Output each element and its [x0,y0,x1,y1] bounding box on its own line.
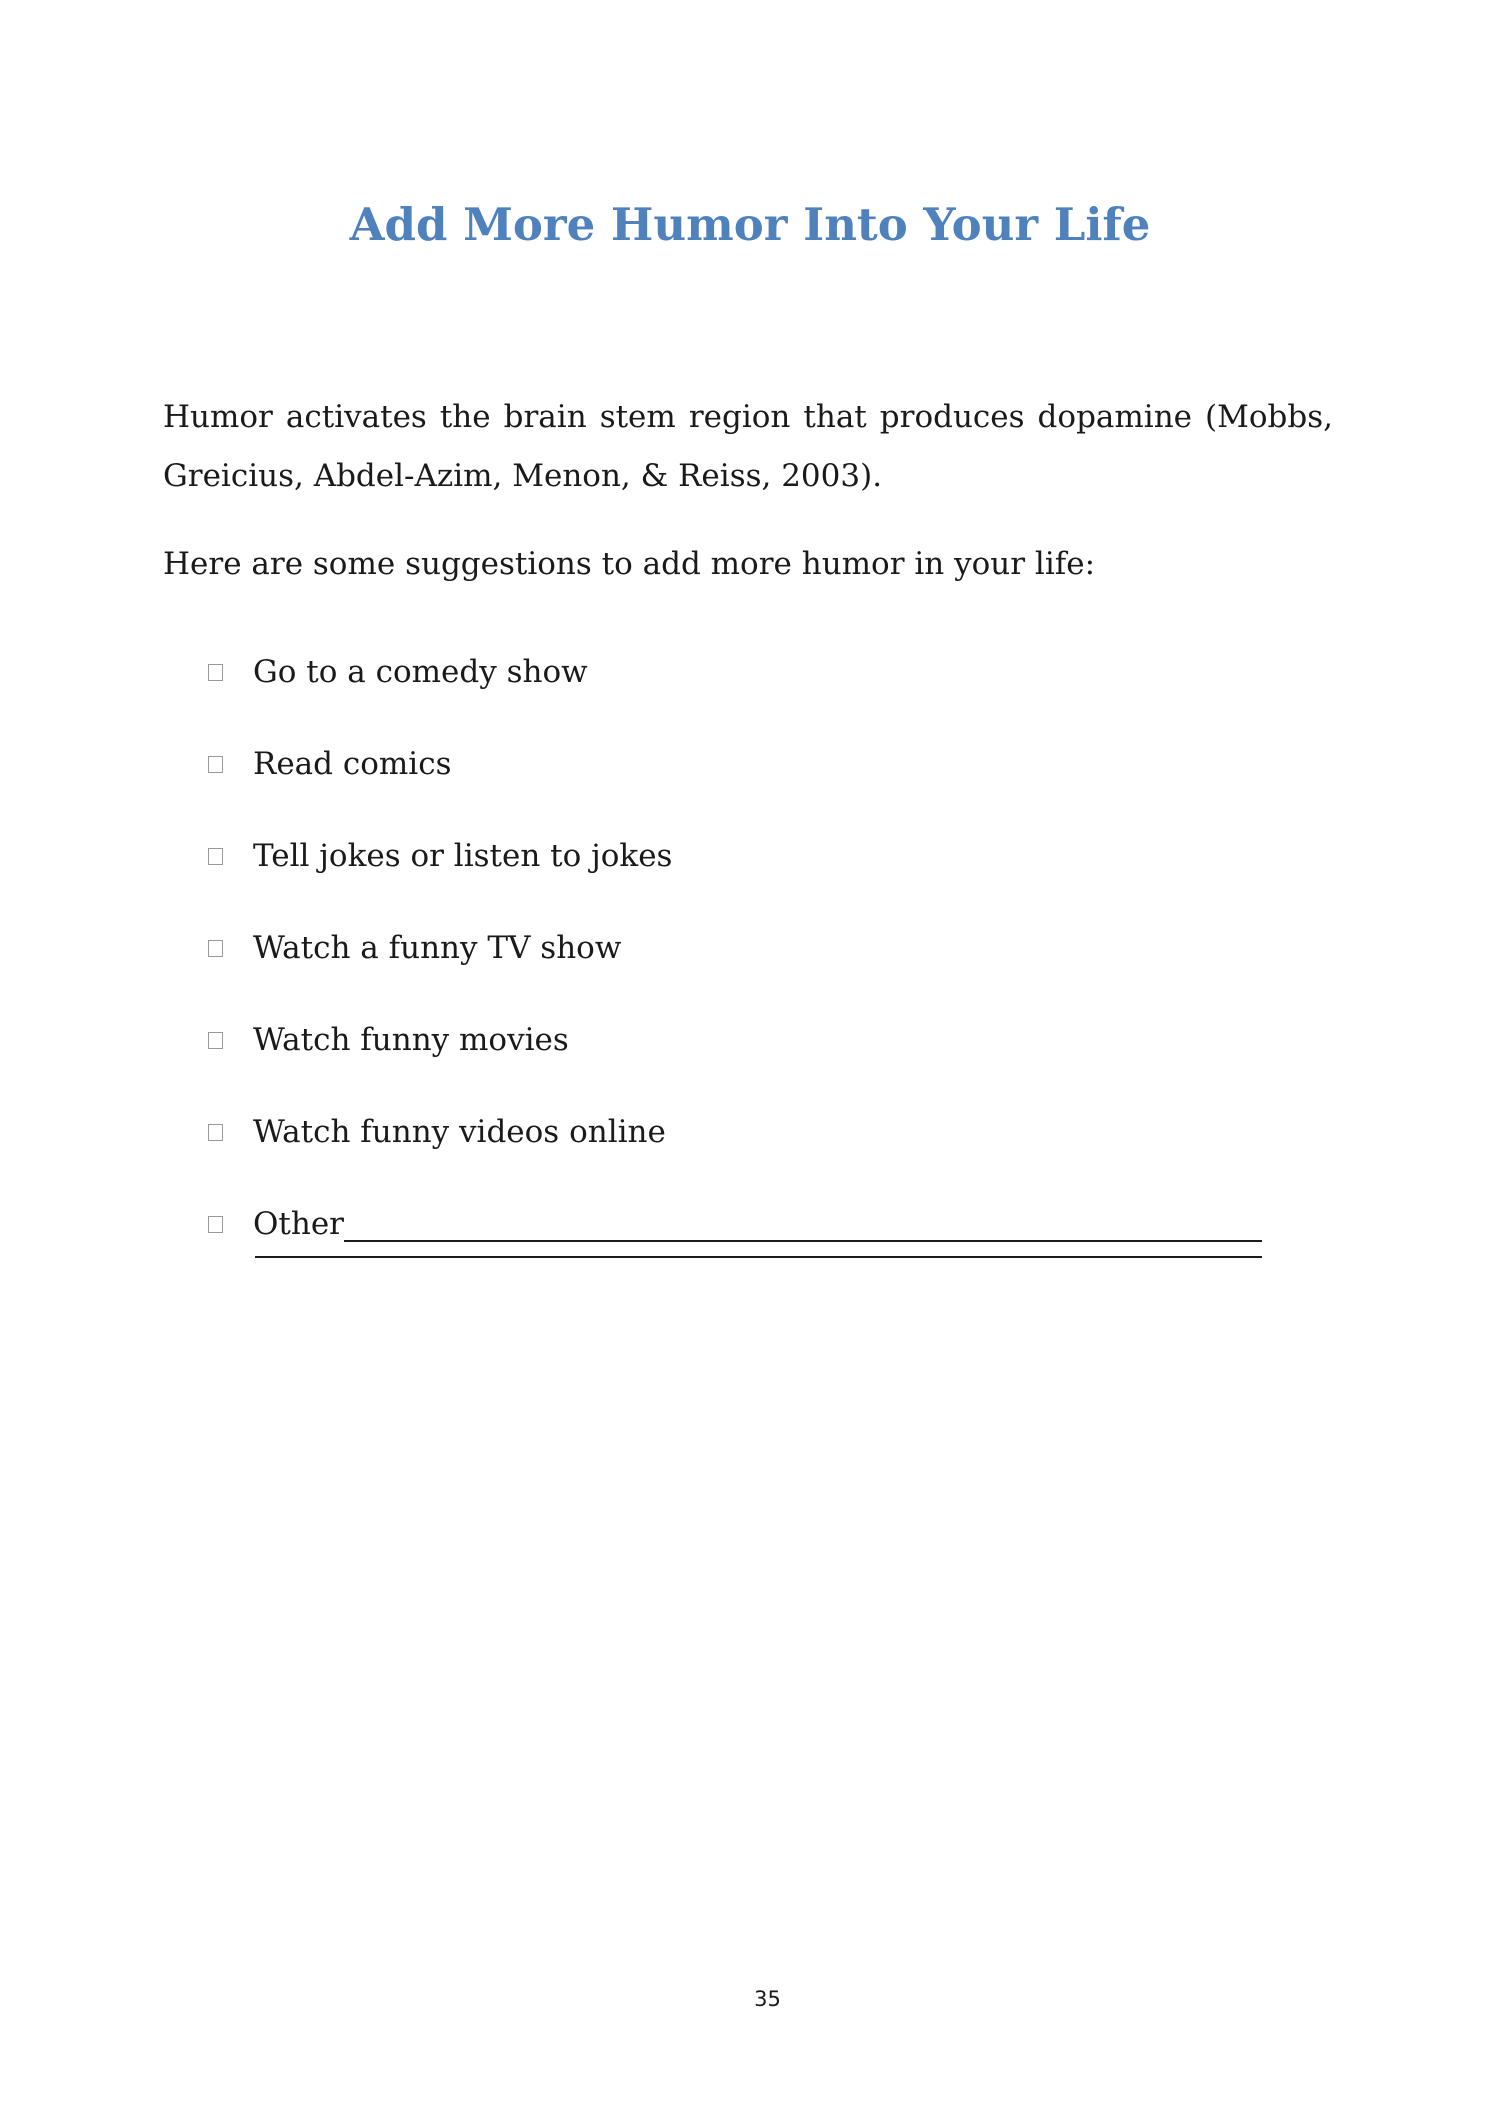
checkbox-icon[interactable] [208,1216,223,1233]
checklist-item-label: Tell jokes or listen to jokes [253,838,673,874]
checklist-item-label: Watch funny videos online [253,1114,666,1150]
checkbox-icon[interactable] [208,940,223,957]
checklist-item-label: Watch funny movies [253,1022,569,1058]
write-in-line-continued[interactable] [255,1256,1262,1258]
checkbox-icon[interactable] [208,756,223,773]
checklist-item-label: Go to a comedy show [253,654,588,690]
page-title: Add More Humor Into Your Life [349,198,1151,251]
checklist-item [208,626,1308,718]
page-number: 35 [754,1987,781,2011]
checklist-item [208,718,1308,810]
suggestion-checklist [208,626,1308,1270]
checkbox-icon[interactable] [208,664,223,681]
checklist-item-label: Watch a funny TV show [253,930,622,966]
checklist-item [208,1086,1308,1178]
write-in-line[interactable] [344,1206,1262,1242]
checklist-item [208,810,1308,902]
checklist-item-label: Read comics [253,746,452,782]
intro-paragraph: Humor activates the brain stem region that produces dopamine (Mobbs, Greicius, Abdel-Azim, Menon, & Reiss, 2003). [163,399,1333,494]
checklist-item [208,902,1308,994]
checkbox-icon[interactable] [208,1124,223,1141]
checklist-item [208,994,1308,1086]
suggestions-intro: Here are some suggestions to add more humor in your life: [163,546,1096,582]
checkbox-icon[interactable] [208,1032,223,1049]
checkbox-icon[interactable] [208,848,223,865]
checklist-item-label: Other [253,1206,345,1242]
